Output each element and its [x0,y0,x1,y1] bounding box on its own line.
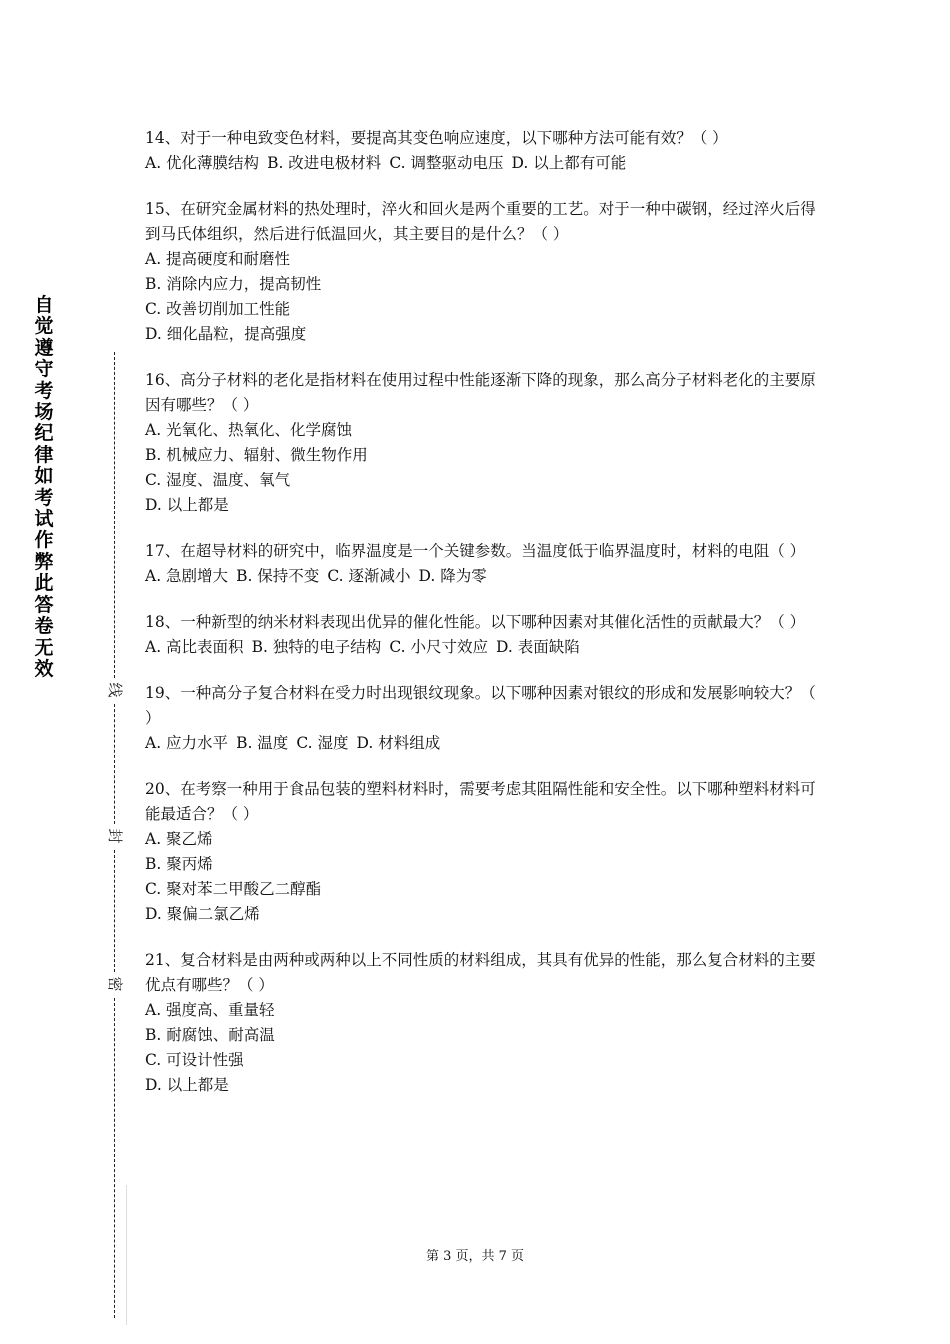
question-block [145,777,820,927]
question-block [145,681,820,756]
question-block [145,610,820,660]
question-stem: 15、在研究金属材料的热处理时，淬火和回火是两个重要的工艺。对于一种中碳钢，经过淬火后得到马氏体组织，然后进行低温回火，其主要目的是什么？（ ） [145,200,816,243]
option-item: D. 降为零 [418,567,487,585]
binding-dashed-line [114,352,115,678]
option-item: D. 以上都是 [145,1076,229,1094]
question-block [145,126,820,176]
question-stem: 14、对于一种电致变色材料，要提高其变色响应速度，以下哪种方法可能有效？（ ） [145,129,728,147]
option-item: B. 保持不变 [236,567,320,585]
option-item: D. 细化晶粒，提高强度 [145,325,307,343]
option-item: B. 独特的电子结构 [251,638,382,656]
binding-seal-char: 封 [105,826,125,846]
option-line [145,151,820,176]
option-line [145,635,820,660]
option-item: D. 材料组成 [356,734,441,752]
question-block [145,197,820,347]
option-item: D. 表面缺陷 [495,638,580,656]
option-line [145,731,820,756]
option-item: B. 耐腐蚀、耐高温 [145,1026,275,1044]
binding-line-char: 线 [105,680,125,700]
question-stem: 19、一种高分子复合材料在受力时出现银纹现象。以下哪种因素对银纹的形成和发展影响较大？（ ） [145,684,816,727]
question-block [145,948,820,1098]
option-item: A. 光氧化、热氧化、化学腐蚀 [145,421,353,439]
option-item: D. 聚偏二氯乙烯 [145,905,260,923]
option-item: C. 调整驱动电压 [389,154,504,172]
question-block [145,368,820,518]
option-item: A. 聚乙烯 [145,830,213,848]
option-item: B. 温度 [236,734,289,752]
option-item: C. 逐渐减小 [327,567,411,585]
option-item: B. 改进电极材料 [267,154,382,172]
binding-dashed-line [114,704,115,824]
question-stem: 16、高分子材料的老化是指材料在使用过程中性能逐渐下降的现象，那么高分子材料老化的主要原因有哪些？（ ） [145,371,816,414]
question-stem: 18、一种新型的纳米材料表现出优异的催化性能。以下哪种因素对其催化活性的贡献最大？（ ） [145,613,806,631]
option-item: A. 高比表面积 [145,638,244,656]
option-item: A. 强度高、重量轻 [145,1001,275,1019]
option-item: B. 消除内应力，提高韧性 [145,275,322,293]
option-item: A. 应力水平 [145,734,229,752]
binding-dashed-line [114,850,115,972]
option-item: D. 以上都有可能 [511,154,627,172]
option-line [145,564,820,589]
option-item: A. 优化薄膜结构 [145,154,260,172]
question-stem: 17、在超导材料的研究中，临界温度是一个关键参数。当温度低于临界温度时，材料的电阻（ ） [145,542,806,560]
option-item: C. 改善切削加工性能 [145,300,291,318]
binding-secret-char: 密 [105,974,125,994]
option-item: A. 提高硬度和耐磨性 [145,250,291,268]
option-item: C. 聚对苯二甲酸乙二醇酯 [145,880,322,898]
option-item: B. 聚丙烯 [145,855,213,873]
option-item: C. 小尺寸效应 [389,638,488,656]
question-stem: 21、复合材料是由两种或两种以上不同性质的材料组成，其具有优异的性能，那么复合材料的主要优点有哪些？（ ） [145,951,816,994]
exam-discipline-notice: 自觉遵守考场纪律如考试作弊此答卷无效 [34,294,54,680]
question-list [145,126,820,1119]
page-number: 第 3 页，共 7 页 [425,1249,525,1264]
option-item: D. 以上都是 [145,496,229,514]
option-item: A. 急剧增大 [145,567,229,585]
question-block [145,539,820,589]
option-item: C. 湿度、温度、氧气 [145,471,291,489]
option-item: B. 机械应力、辐射、微生物作用 [145,446,368,464]
option-item: C. 可设计性强 [145,1051,244,1069]
option-item: C. 湿度 [296,734,349,752]
question-stem: 20、在考察一种用于食品包装的塑料材料时，需要考虑其阻隔性能和安全性。以下哪种塑料材料可能最适合？（ ） [145,780,816,823]
binding-dashed-line [114,998,115,1318]
